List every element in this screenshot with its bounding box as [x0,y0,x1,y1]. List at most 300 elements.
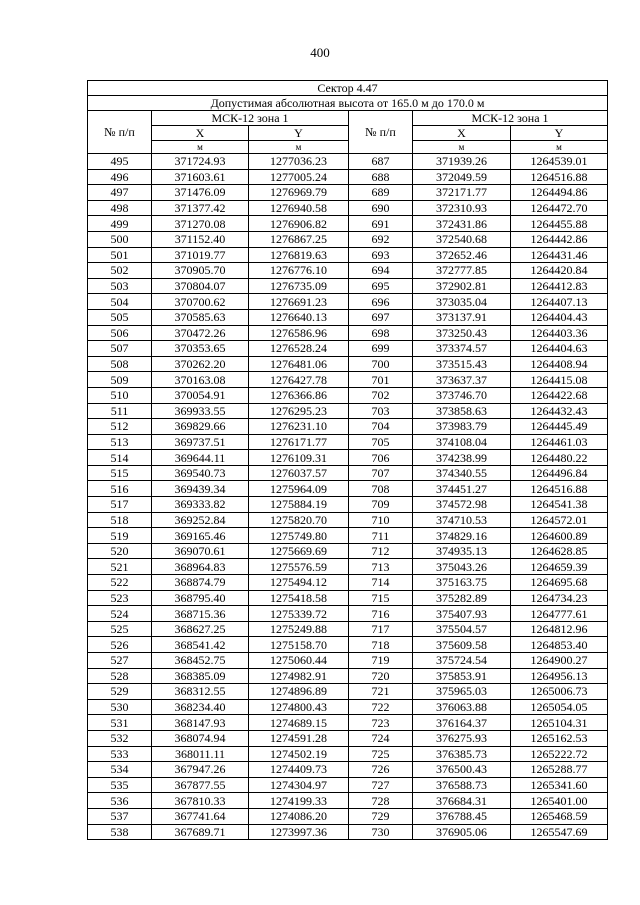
table-row [88,621,608,637]
cell-np-left: 537 [88,808,152,824]
cell-x-right: 373515.43 [413,356,511,372]
cell-np-left: 534 [88,762,152,778]
cell-np-right: 701 [349,372,413,388]
y-header-right: Y [511,126,608,141]
zone-header-left: МСК-12 зона 1 [152,111,349,126]
cell-y-right: 1264853.40 [511,637,608,653]
cell-np-left: 504 [88,294,152,310]
cell-x-right: 376905.06 [413,824,511,840]
cell-x-right: 372310.93 [413,200,511,216]
cell-y-right: 1264539.01 [511,154,608,170]
height-range: Допустимая абсолютная высота от 165.0 м до 170.0 м [88,96,608,111]
cell-x-right: 376385.73 [413,746,511,762]
table-row [88,403,608,419]
cell-np-left: 517 [88,497,152,513]
cell-y-right: 1264600.89 [511,528,608,544]
cell-x-left: 368385.09 [152,668,249,684]
cell-np-right: 716 [349,606,413,622]
cell-x-right: 376164.37 [413,715,511,731]
cell-y-right: 1265401.00 [511,793,608,809]
table-row [88,808,608,824]
cell-x-left: 370472.26 [152,325,249,341]
cell-x-left: 367810.33 [152,793,249,809]
cell-y-left: 1275494.12 [249,575,349,591]
cell-x-left: 370804.07 [152,278,249,294]
cell-np-right: 711 [349,528,413,544]
x-header-left: X [152,126,249,141]
cell-y-right: 1264480.22 [511,450,608,466]
cell-np-left: 502 [88,263,152,279]
cell-y-right: 1264777.61 [511,606,608,622]
cell-np-left: 532 [88,730,152,746]
cell-y-right: 1264432.43 [511,403,608,419]
table-row [88,793,608,809]
cell-np-right: 689 [349,185,413,201]
cell-np-right: 696 [349,294,413,310]
cell-x-right: 376684.31 [413,793,511,809]
cell-x-left: 370905.70 [152,263,249,279]
table-row [88,762,608,778]
cell-y-right: 1264956.13 [511,668,608,684]
cell-np-left: 525 [88,621,152,637]
cell-np-left: 528 [88,668,152,684]
cell-x-right: 374340.55 [413,465,511,481]
cell-y-left: 1276969.79 [249,185,349,201]
table-row [88,653,608,669]
table-row [88,263,608,279]
table-row [88,341,608,357]
cell-y-left: 1275576.59 [249,559,349,575]
zone-header-right: МСК-12 зона 1 [413,111,608,126]
cell-np-left: 530 [88,699,152,715]
table-row [88,247,608,263]
cell-x-left: 371603.61 [152,169,249,185]
table-row [88,278,608,294]
table-row [88,216,608,232]
cell-y-right: 1264445.49 [511,419,608,435]
cell-np-left: 495 [88,154,152,170]
cell-y-left: 1276776.10 [249,263,349,279]
cell-x-left: 367689.71 [152,824,249,840]
cell-np-left: 531 [88,715,152,731]
table-row [88,606,608,622]
cell-y-right: 1264516.88 [511,481,608,497]
cell-y-left: 1274982.91 [249,668,349,684]
cell-x-right: 375609.58 [413,637,511,653]
cell-x-right: 373637.37 [413,372,511,388]
table-row [88,465,608,481]
cell-y-right: 1264516.88 [511,169,608,185]
cell-np-right: 722 [349,699,413,715]
cell-np-left: 498 [88,200,152,216]
cell-x-left: 369829.66 [152,419,249,435]
cell-y-left: 1276528.24 [249,341,349,357]
cell-x-left: 368627.25 [152,621,249,637]
cell-y-left: 1275249.88 [249,621,349,637]
cell-y-right: 1265006.73 [511,684,608,700]
cell-np-right: 728 [349,793,413,809]
cell-np-left: 508 [88,356,152,372]
cell-y-left: 1276295.23 [249,403,349,419]
cell-x-left: 370700.62 [152,294,249,310]
cell-x-right: 375853.91 [413,668,511,684]
table-row [88,200,608,216]
cell-x-left: 371019.77 [152,247,249,263]
cell-np-right: 708 [349,481,413,497]
cell-y-right: 1264420.84 [511,263,608,279]
table-row [88,231,608,247]
cell-y-right: 1264812.96 [511,621,608,637]
cell-y-right: 1265547.69 [511,824,608,840]
cell-x-left: 369644.11 [152,450,249,466]
table-row [88,356,608,372]
table-row [88,668,608,684]
cell-np-left: 518 [88,512,152,528]
cell-x-right: 376063.88 [413,699,511,715]
cell-x-left: 370163.08 [152,372,249,388]
cell-x-left: 369439.34 [152,481,249,497]
cell-x-right: 374238.99 [413,450,511,466]
cell-y-right: 1265341.60 [511,777,608,793]
cell-np-right: 692 [349,231,413,247]
cell-y-right: 1265222.72 [511,746,608,762]
cell-y-left: 1276867.25 [249,231,349,247]
cell-y-right: 1264472.70 [511,200,608,216]
cell-np-right: 715 [349,590,413,606]
cell-np-left: 513 [88,434,152,450]
cell-y-right: 1264695.68 [511,575,608,591]
cell-x-left: 368074.94 [152,730,249,746]
cell-np-right: 697 [349,309,413,325]
cell-np-right: 713 [349,559,413,575]
table-row [88,325,608,341]
cell-x-left: 367947.26 [152,762,249,778]
cell-np-right: 714 [349,575,413,591]
cell-y-right: 1264496.84 [511,465,608,481]
cell-x-right: 376275.93 [413,730,511,746]
cell-x-left: 371377.42 [152,200,249,216]
cell-x-left: 371152.40 [152,231,249,247]
cell-x-right: 376588.73 [413,777,511,793]
cell-y-right: 1264659.39 [511,559,608,575]
cell-x-left: 369737.51 [152,434,249,450]
cell-np-left: 538 [88,824,152,840]
cell-x-left: 369333.82 [152,497,249,513]
cell-x-right: 375407.93 [413,606,511,622]
cell-y-right: 1264408.94 [511,356,608,372]
np-header-right: № п/п [349,111,413,154]
cell-y-left: 1275339.72 [249,606,349,622]
cell-y-left: 1274086.20 [249,808,349,824]
cell-np-right: 710 [349,512,413,528]
cell-y-right: 1264900.27 [511,653,608,669]
cell-y-left: 1276819.63 [249,247,349,263]
cell-np-right: 706 [349,450,413,466]
cell-y-right: 1264404.63 [511,341,608,357]
cell-y-left: 1274689.15 [249,715,349,731]
cell-np-left: 529 [88,684,152,700]
cell-y-left: 1277036.23 [249,154,349,170]
cell-x-right: 374829.16 [413,528,511,544]
unit-x-right: м [413,141,511,154]
cell-y-right: 1264572.01 [511,512,608,528]
cell-y-left: 1276231.10 [249,419,349,435]
cell-y-left: 1273997.36 [249,824,349,840]
cell-y-left: 1275964.09 [249,481,349,497]
cell-np-right: 705 [349,434,413,450]
cell-np-left: 511 [88,403,152,419]
cell-np-right: 702 [349,387,413,403]
table-row [88,824,608,840]
cell-x-left: 370262.20 [152,356,249,372]
cell-x-left: 368011.11 [152,746,249,762]
x-header-right: X [413,126,511,141]
cell-x-right: 372902.81 [413,278,511,294]
cell-x-left: 368795.40 [152,590,249,606]
cell-y-left: 1276427.78 [249,372,349,388]
cell-y-right: 1264403.36 [511,325,608,341]
cell-np-right: 725 [349,746,413,762]
cell-np-left: 516 [88,481,152,497]
table-row [88,559,608,575]
table-row [88,169,608,185]
cell-np-left: 499 [88,216,152,232]
cell-y-left: 1274409.73 [249,762,349,778]
cell-np-right: 712 [349,543,413,559]
cell-np-right: 693 [349,247,413,263]
cell-x-left: 368452.75 [152,653,249,669]
unit-y-left: м [249,141,349,154]
cell-x-right: 374935.13 [413,543,511,559]
cell-y-right: 1264407.13 [511,294,608,310]
cell-x-left: 368234.40 [152,699,249,715]
cell-y-left: 1274896.89 [249,684,349,700]
cell-np-left: 503 [88,278,152,294]
cell-x-right: 372652.46 [413,247,511,263]
cell-y-right: 1265162.53 [511,730,608,746]
cell-np-left: 512 [88,419,152,435]
table-row [88,699,608,715]
cell-x-right: 372431.86 [413,216,511,232]
cell-y-right: 1264415.08 [511,372,608,388]
cell-np-left: 497 [88,185,152,201]
cell-y-left: 1276171.77 [249,434,349,450]
table-row [88,777,608,793]
cell-y-left: 1275418.58 [249,590,349,606]
table-row [88,715,608,731]
cell-x-right: 373250.43 [413,325,511,341]
cell-y-right: 1265054.05 [511,699,608,715]
cell-y-right: 1264404.43 [511,309,608,325]
cell-x-right: 374710.53 [413,512,511,528]
cell-y-right: 1265104.31 [511,715,608,731]
cell-np-left: 522 [88,575,152,591]
table-row [88,309,608,325]
cell-np-right: 704 [349,419,413,435]
cell-y-right: 1264734.23 [511,590,608,606]
cell-x-left: 371270.08 [152,216,249,232]
cell-x-left: 368541.42 [152,637,249,653]
table-row [88,746,608,762]
cell-y-left: 1276586.96 [249,325,349,341]
cell-np-left: 510 [88,387,152,403]
cell-x-left: 369933.55 [152,403,249,419]
cell-y-left: 1276037.57 [249,465,349,481]
cell-y-left: 1276481.06 [249,356,349,372]
cell-y-right: 1264442.86 [511,231,608,247]
cell-x-right: 375965.03 [413,684,511,700]
cell-x-left: 371724.93 [152,154,249,170]
y-header-left: Y [249,126,349,141]
cell-y-left: 1276109.31 [249,450,349,466]
cell-x-left: 369252.84 [152,512,249,528]
cell-x-left: 370054.91 [152,387,249,403]
table-row [88,387,608,403]
cell-np-right: 694 [349,263,413,279]
cell-np-left: 515 [88,465,152,481]
cell-y-left: 1277005.24 [249,169,349,185]
cell-x-right: 375043.26 [413,559,511,575]
table-row [88,684,608,700]
cell-np-right: 720 [349,668,413,684]
cell-x-right: 376500.43 [413,762,511,778]
cell-x-right: 372777.85 [413,263,511,279]
cell-np-left: 496 [88,169,152,185]
cell-np-left: 505 [88,309,152,325]
cell-x-left: 369540.73 [152,465,249,481]
table-row [88,730,608,746]
cell-np-right: 703 [349,403,413,419]
table-row [88,575,608,591]
cell-np-left: 523 [88,590,152,606]
cell-y-left: 1276735.09 [249,278,349,294]
cell-x-left: 367877.55 [152,777,249,793]
cell-y-left: 1276940.58 [249,200,349,216]
cell-x-right: 375163.75 [413,575,511,591]
cell-y-left: 1276366.86 [249,387,349,403]
table-row [88,434,608,450]
cell-np-right: 729 [349,808,413,824]
cell-x-left: 369070.61 [152,543,249,559]
unit-y-right: м [511,141,608,154]
table-row [88,419,608,435]
table-row [88,637,608,653]
cell-np-left: 520 [88,543,152,559]
cell-y-right: 1264412.83 [511,278,608,294]
cell-np-right: 698 [349,325,413,341]
cell-x-left: 370353.65 [152,341,249,357]
cell-np-left: 500 [88,231,152,247]
cell-np-left: 536 [88,793,152,809]
cell-np-right: 724 [349,730,413,746]
cell-y-right: 1265468.59 [511,808,608,824]
cell-np-right: 717 [349,621,413,637]
cell-y-right: 1264541.38 [511,497,608,513]
cell-np-right: 699 [349,341,413,357]
cell-y-left: 1275749.80 [249,528,349,544]
cell-np-left: 519 [88,528,152,544]
cell-y-left: 1274199.33 [249,793,349,809]
cell-x-right: 373137.91 [413,309,511,325]
table-row [88,372,608,388]
cell-y-right: 1264431.46 [511,247,608,263]
cell-y-right: 1264455.88 [511,216,608,232]
cell-x-left: 368312.55 [152,684,249,700]
cell-np-right: 723 [349,715,413,731]
cell-x-left: 368147.93 [152,715,249,731]
cell-x-left: 368964.83 [152,559,249,575]
cell-np-left: 507 [88,341,152,357]
cell-x-left: 371476.09 [152,185,249,201]
cell-y-left: 1276906.82 [249,216,349,232]
table-body [88,154,608,840]
table-row [88,512,608,528]
cell-x-right: 376788.45 [413,808,511,824]
cell-y-left: 1275060.44 [249,653,349,669]
cell-x-right: 374451.27 [413,481,511,497]
cell-y-right: 1264628.85 [511,543,608,559]
cell-x-right: 372171.77 [413,185,511,201]
cell-x-right: 375504.57 [413,621,511,637]
table-row [88,450,608,466]
cell-np-left: 524 [88,606,152,622]
cell-np-right: 690 [349,200,413,216]
cell-np-left: 526 [88,637,152,653]
cell-np-right: 695 [349,278,413,294]
cell-np-left: 527 [88,653,152,669]
cell-np-right: 721 [349,684,413,700]
cell-np-left: 501 [88,247,152,263]
cell-y-left: 1275884.19 [249,497,349,513]
cell-x-left: 367741.64 [152,808,249,824]
cell-np-right: 719 [349,653,413,669]
cell-x-right: 375282.89 [413,590,511,606]
cell-np-right: 727 [349,777,413,793]
cell-np-left: 506 [88,325,152,341]
cell-y-right: 1264422.68 [511,387,608,403]
cell-np-right: 730 [349,824,413,840]
cell-x-right: 373858.63 [413,403,511,419]
cell-y-left: 1274800.43 [249,699,349,715]
table-row [88,294,608,310]
cell-y-left: 1275820.70 [249,512,349,528]
cell-np-left: 521 [88,559,152,575]
cell-y-right: 1265288.77 [511,762,608,778]
cell-np-right: 700 [349,356,413,372]
table-row [88,590,608,606]
cell-np-right: 709 [349,497,413,513]
cell-np-right: 691 [349,216,413,232]
cell-np-right: 687 [349,154,413,170]
cell-y-left: 1275158.70 [249,637,349,653]
cell-x-left: 368874.79 [152,575,249,591]
cell-np-left: 514 [88,450,152,466]
table-row [88,154,608,170]
cell-y-left: 1275669.69 [249,543,349,559]
cell-x-right: 373374.57 [413,341,511,357]
cell-x-right: 372049.59 [413,169,511,185]
coordinates-table [87,80,608,840]
cell-np-right: 707 [349,465,413,481]
cell-y-right: 1264461.03 [511,434,608,450]
sector-title: Сектор 4.47 [88,81,608,96]
cell-x-right: 373746.70 [413,387,511,403]
cell-x-right: 373983.79 [413,419,511,435]
table-row [88,185,608,201]
table-row [88,481,608,497]
cell-np-left: 533 [88,746,152,762]
cell-x-left: 368715.36 [152,606,249,622]
